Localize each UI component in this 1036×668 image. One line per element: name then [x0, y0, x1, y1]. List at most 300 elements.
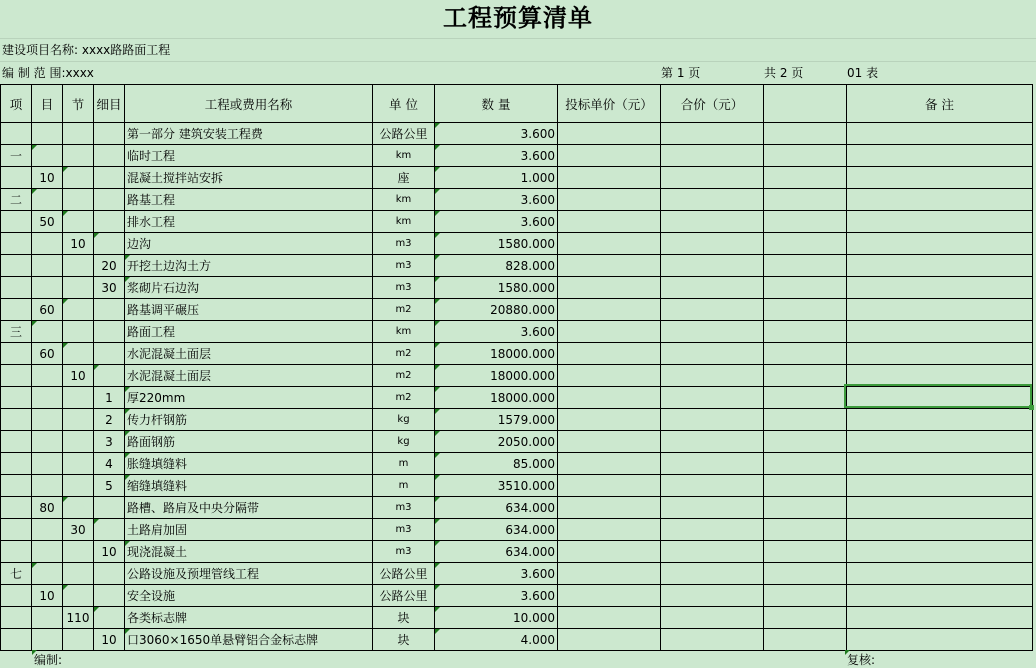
cell-empty[interactable] — [661, 475, 764, 497]
cell-name[interactable]: 水泥混凝土面层 — [125, 343, 373, 365]
cell-empty[interactable] — [661, 541, 764, 563]
cell-qty[interactable]: 3.600 — [435, 189, 558, 211]
scope-row — [2, 62, 94, 84]
cell-empty[interactable] — [661, 607, 764, 629]
cell-empty[interactable] — [847, 497, 1033, 519]
project-name-value: xxxx路路面工程 — [81, 43, 171, 57]
cell-qty[interactable]: 634.000 — [435, 497, 558, 519]
cell-ximu[interactable] — [94, 145, 125, 167]
cell-xiang[interactable] — [1, 299, 32, 321]
cell-empty[interactable] — [764, 277, 847, 299]
cell-jie[interactable] — [63, 145, 94, 167]
table-row — [1, 299, 1033, 321]
cell-mu[interactable] — [32, 431, 63, 453]
cell-empty[interactable] — [558, 453, 661, 475]
cell-qty[interactable]: 3.600 — [435, 123, 558, 145]
cell-qty[interactable]: 20880.000 — [435, 299, 558, 321]
cell-empty[interactable] — [847, 607, 1033, 629]
cell-ximu[interactable]: 30 — [94, 277, 125, 299]
header-col-mu: 目 — [32, 85, 63, 123]
cell-empty[interactable] — [847, 211, 1033, 233]
table-row — [1, 475, 1033, 497]
cell-empty[interactable] — [558, 563, 661, 585]
table-header-row — [1, 85, 1033, 123]
cell-empty[interactable] — [558, 431, 661, 453]
table-row — [1, 563, 1033, 585]
cell-empty[interactable] — [764, 387, 847, 409]
cell-empty[interactable] — [558, 123, 661, 145]
cell-empty[interactable] — [764, 629, 847, 651]
cell-xiang[interactable] — [1, 475, 32, 497]
cell-empty[interactable] — [661, 365, 764, 387]
table-row — [1, 629, 1033, 651]
cell-name[interactable]: 厚220mm — [125, 387, 373, 409]
cell-qty[interactable]: 1580.000 — [435, 277, 558, 299]
cell-jie[interactable] — [63, 453, 94, 475]
cell-ximu[interactable]: 2 — [94, 409, 125, 431]
cell-jie[interactable] — [63, 629, 94, 651]
cell-ximu[interactable] — [94, 519, 125, 541]
cell-xiang[interactable] — [1, 541, 32, 563]
cell-empty[interactable] — [764, 189, 847, 211]
cell-ximu[interactable] — [94, 563, 125, 585]
cell-empty[interactable] — [764, 123, 847, 145]
cell-empty[interactable] — [558, 211, 661, 233]
cell-mu[interactable]: 80 — [32, 497, 63, 519]
table-row — [1, 585, 1033, 607]
cell-name[interactable]: 安全设施 — [125, 585, 373, 607]
cell-empty[interactable] — [847, 167, 1033, 189]
cell-qty[interactable]: 1580.000 — [435, 233, 558, 255]
cell-qty[interactable]: 3.600 — [435, 585, 558, 607]
table-row — [1, 189, 1033, 211]
cell-empty[interactable] — [558, 365, 661, 387]
cell-empty[interactable] — [764, 431, 847, 453]
cell-xiang[interactable] — [1, 211, 32, 233]
cell-empty[interactable] — [764, 233, 847, 255]
cell-qty[interactable]: 3.600 — [435, 145, 558, 167]
cell-xiang[interactable] — [1, 255, 32, 277]
cell-empty[interactable] — [764, 541, 847, 563]
cell-ximu[interactable] — [94, 233, 125, 255]
cell-qty[interactable]: 1.000 — [435, 167, 558, 189]
cell-empty[interactable] — [847, 277, 1033, 299]
header-col-name: 工程或费用名称 — [125, 85, 373, 123]
cell-empty[interactable] — [558, 585, 661, 607]
cell-qty[interactable]: 3510.000 — [435, 475, 558, 497]
cell-jie[interactable] — [63, 541, 94, 563]
header-col-unit: 单 位 — [373, 85, 435, 123]
cell-mu[interactable] — [32, 365, 63, 387]
cell-empty[interactable] — [847, 431, 1033, 453]
cell-name[interactable]: 浆砌片石边沟 — [125, 277, 373, 299]
cell-qty[interactable]: 85.000 — [435, 453, 558, 475]
cell-unit[interactable]: km — [373, 189, 435, 211]
cell-mu[interactable] — [32, 123, 63, 145]
cell-jie[interactable] — [63, 255, 94, 277]
cell-unit[interactable]: 公路公里 — [373, 123, 435, 145]
cell-mu[interactable] — [32, 541, 63, 563]
cell-empty[interactable] — [558, 475, 661, 497]
cell-name[interactable]: 传力杆钢筋 — [125, 409, 373, 431]
cell-empty[interactable] — [764, 607, 847, 629]
cell-empty[interactable] — [661, 321, 764, 343]
cell-empty[interactable] — [661, 145, 764, 167]
header-col-jie: 节 — [63, 85, 94, 123]
cell-empty[interactable] — [558, 167, 661, 189]
cell-empty[interactable] — [558, 255, 661, 277]
cell-empty[interactable] — [661, 233, 764, 255]
cell-unit[interactable]: m3 — [373, 519, 435, 541]
cell-name[interactable]: 混凝土搅拌站安拆 — [125, 167, 373, 189]
cell-name[interactable]: 排水工程 — [125, 211, 373, 233]
table-row — [1, 607, 1033, 629]
cell-mu[interactable] — [32, 255, 63, 277]
cell-ximu[interactable] — [94, 211, 125, 233]
compiler-label: 编制: — [34, 653, 63, 667]
cell-name[interactable]: 路面工程 — [125, 321, 373, 343]
cell-empty[interactable] — [847, 123, 1033, 145]
table-number: 01 表 — [847, 66, 879, 80]
cell-mu[interactable] — [32, 607, 63, 629]
cell-jie[interactable] — [63, 409, 94, 431]
cell-empty[interactable] — [661, 453, 764, 475]
cell-unit[interactable]: m — [373, 475, 435, 497]
cell-empty[interactable] — [847, 321, 1033, 343]
cell-ximu[interactable] — [94, 607, 125, 629]
cell-ximu[interactable]: 1 — [94, 387, 125, 409]
cell-name[interactable]: 胀缝填缝料 — [125, 453, 373, 475]
cell-empty[interactable] — [661, 277, 764, 299]
cell-qty[interactable]: 18000.000 — [435, 387, 558, 409]
cell-name[interactable]: 各类标志牌 — [125, 607, 373, 629]
cell-empty[interactable] — [764, 585, 847, 607]
cell-name[interactable]: 公路设施及预埋管线工程 — [125, 563, 373, 585]
cell-name[interactable]: 路基工程 — [125, 189, 373, 211]
cell-jie[interactable] — [63, 321, 94, 343]
cell-empty[interactable] — [764, 255, 847, 277]
cell-name[interactable]: 现浇混凝土 — [125, 541, 373, 563]
cell-xiang[interactable] — [1, 365, 32, 387]
cell-xiang[interactable] — [1, 585, 32, 607]
cell-unit[interactable]: 座 — [373, 167, 435, 189]
table-row — [1, 145, 1033, 167]
cell-empty[interactable] — [661, 255, 764, 277]
cell-mu[interactable]: 60 — [32, 343, 63, 365]
cell-xiang[interactable] — [1, 409, 32, 431]
cell-qty[interactable]: 2050.000 — [435, 431, 558, 453]
cell-ximu[interactable] — [94, 365, 125, 387]
cell-unit[interactable]: km — [373, 321, 435, 343]
cell-xiang[interactable] — [1, 387, 32, 409]
cell-empty[interactable] — [558, 189, 661, 211]
cell-empty[interactable] — [847, 233, 1033, 255]
cell-empty[interactable] — [764, 519, 847, 541]
cell-empty[interactable] — [847, 541, 1033, 563]
cell-empty[interactable] — [558, 409, 661, 431]
project-name-row — [2, 39, 170, 61]
cell-ximu[interactable] — [94, 321, 125, 343]
cell-jie[interactable]: 30 — [63, 519, 94, 541]
cell-empty[interactable] — [661, 563, 764, 585]
cell-empty[interactable] — [847, 519, 1033, 541]
cell-mu[interactable] — [32, 563, 63, 585]
cell-mu[interactable] — [32, 629, 63, 651]
cell-empty[interactable] — [661, 211, 764, 233]
cell-xiang[interactable] — [1, 431, 32, 453]
cell-empty[interactable] — [558, 277, 661, 299]
cell-name[interactable]: 水泥混凝土面层 — [125, 365, 373, 387]
cell-empty[interactable] — [661, 585, 764, 607]
cell-empty[interactable] — [847, 299, 1033, 321]
cell-mu[interactable] — [32, 277, 63, 299]
cell-empty[interactable] — [764, 475, 847, 497]
cell-jie[interactable] — [63, 167, 94, 189]
cell-xiang[interactable] — [1, 453, 32, 475]
cell-unit[interactable]: m3 — [373, 255, 435, 277]
cell-jie[interactable]: 10 — [63, 233, 94, 255]
cell-empty[interactable] — [764, 167, 847, 189]
cell-empty[interactable] — [558, 145, 661, 167]
cell-xiang[interactable] — [1, 343, 32, 365]
cell-mu[interactable] — [32, 233, 63, 255]
cell-mu[interactable]: 10 — [32, 167, 63, 189]
cell-empty[interactable] — [661, 387, 764, 409]
page-number: 第 1 页 — [661, 66, 701, 80]
cell-name[interactable]: 口3060×1650单悬臂铝合金标志牌 — [125, 629, 373, 651]
cell-ximu[interactable]: 10 — [94, 629, 125, 651]
cell-empty[interactable] — [764, 343, 847, 365]
cell-empty[interactable] — [764, 321, 847, 343]
cell-empty[interactable] — [764, 299, 847, 321]
cell-empty[interactable] — [847, 145, 1033, 167]
cell-name[interactable]: 路槽、路肩及中央分隔带 — [125, 497, 373, 519]
table-row — [1, 211, 1033, 233]
cell-ximu[interactable]: 3 — [94, 431, 125, 453]
header-col-blank — [764, 85, 847, 123]
cell-empty[interactable] — [764, 563, 847, 585]
cell-jie[interactable] — [63, 299, 94, 321]
table-row — [1, 431, 1033, 453]
cell-unit[interactable]: km — [373, 211, 435, 233]
cell-empty[interactable] — [661, 497, 764, 519]
cell-xiang[interactable] — [1, 629, 32, 651]
cell-mu[interactable]: 50 — [32, 211, 63, 233]
cell-empty[interactable] — [847, 563, 1033, 585]
cell-name[interactable]: 边沟 — [125, 233, 373, 255]
cell-name[interactable]: 土路肩加固 — [125, 519, 373, 541]
cell-xiang[interactable]: 三 — [1, 321, 32, 343]
cell-jie[interactable] — [63, 585, 94, 607]
cell-ximu[interactable] — [94, 299, 125, 321]
cell-ximu[interactable] — [94, 189, 125, 211]
cell-ximu[interactable] — [94, 123, 125, 145]
cell-xiang[interactable] — [1, 167, 32, 189]
cell-empty[interactable] — [764, 365, 847, 387]
cell-empty[interactable] — [847, 453, 1033, 475]
cell-mu[interactable]: 10 — [32, 585, 63, 607]
cell-mu[interactable] — [32, 189, 63, 211]
cell-empty[interactable] — [661, 629, 764, 651]
sheet-title: 工程预算清单 — [443, 3, 593, 32]
cell-empty[interactable] — [847, 255, 1033, 277]
cell-ximu[interactable]: 4 — [94, 453, 125, 475]
cell-ximu[interactable]: 5 — [94, 475, 125, 497]
cell-mu[interactable] — [32, 519, 63, 541]
cell-jie[interactable] — [63, 277, 94, 299]
header-col-ximu: 细目 — [94, 85, 125, 123]
cell-mu[interactable] — [32, 387, 63, 409]
cell-mu[interactable] — [32, 321, 63, 343]
cell-xiang[interactable] — [1, 277, 32, 299]
cell-unit[interactable]: m3 — [373, 541, 435, 563]
table-row — [1, 233, 1033, 255]
cell-qty[interactable]: 4.000 — [435, 629, 558, 651]
cell-ximu[interactable]: 10 — [94, 541, 125, 563]
cell-xiang[interactable]: 二 — [1, 189, 32, 211]
cell-jie[interactable] — [63, 431, 94, 453]
cell-xiang[interactable] — [1, 233, 32, 255]
cell-name[interactable]: 路面钢筋 — [125, 431, 373, 453]
cell-empty[interactable] — [558, 343, 661, 365]
cell-jie[interactable] — [63, 211, 94, 233]
cell-unit[interactable]: m3 — [373, 233, 435, 255]
cell-qty[interactable]: 18000.000 — [435, 343, 558, 365]
cell-unit[interactable]: kg — [373, 431, 435, 453]
cell-mu[interactable] — [32, 145, 63, 167]
cell-jie[interactable] — [63, 343, 94, 365]
cell-jie[interactable] — [63, 497, 94, 519]
cell-empty[interactable] — [847, 343, 1033, 365]
cell-unit[interactable]: 块 — [373, 629, 435, 651]
cell-jie[interactable]: 10 — [63, 365, 94, 387]
cell-empty[interactable] — [764, 453, 847, 475]
scope-label: 编 制 范 围: — [2, 66, 66, 80]
header-col-unit-price: 投标单价（元） — [558, 85, 661, 123]
reviewer-label: 复核: — [847, 653, 876, 667]
cell-ximu[interactable] — [94, 343, 125, 365]
scope-value: xxxx — [65, 66, 94, 80]
cell-qty[interactable]: 3.600 — [435, 321, 558, 343]
cell-empty[interactable] — [558, 233, 661, 255]
cell-name[interactable]: 第一部分 建筑安装工程费 — [125, 123, 373, 145]
selected-cell[interactable] — [844, 384, 1032, 408]
cell-empty[interactable] — [847, 475, 1033, 497]
cell-qty[interactable]: 634.000 — [435, 541, 558, 563]
cell-empty[interactable] — [847, 409, 1033, 431]
cell-qty[interactable]: 3.600 — [435, 211, 558, 233]
cell-empty[interactable] — [847, 585, 1033, 607]
cell-xiang[interactable] — [1, 519, 32, 541]
cell-jie[interactable]: 110 — [63, 607, 94, 629]
cell-jie[interactable] — [63, 123, 94, 145]
cell-empty[interactable] — [661, 167, 764, 189]
cell-empty[interactable] — [661, 519, 764, 541]
cell-empty[interactable] — [558, 541, 661, 563]
cell-empty[interactable] — [764, 497, 847, 519]
cell-empty[interactable] — [558, 321, 661, 343]
cell-empty[interactable] — [764, 211, 847, 233]
cell-empty[interactable] — [661, 189, 764, 211]
header-col-xiang: 项 — [1, 85, 32, 123]
cell-xiang[interactable] — [1, 123, 32, 145]
cell-unit[interactable]: 公路公里 — [373, 585, 435, 607]
cell-mu[interactable]: 60 — [32, 299, 63, 321]
cell-empty[interactable] — [661, 123, 764, 145]
cell-empty[interactable] — [558, 497, 661, 519]
cell-mu[interactable] — [32, 475, 63, 497]
cell-ximu[interactable] — [94, 497, 125, 519]
cell-qty[interactable]: 634.000 — [435, 519, 558, 541]
cell-ximu[interactable] — [94, 167, 125, 189]
table-row — [1, 167, 1033, 189]
cell-unit[interactable]: 块 — [373, 607, 435, 629]
cell-name[interactable]: 缩缝填缝料 — [125, 475, 373, 497]
cell-empty[interactable] — [661, 299, 764, 321]
cell-unit[interactable]: kg — [373, 409, 435, 431]
cell-empty[interactable] — [847, 189, 1033, 211]
cell-empty[interactable] — [661, 431, 764, 453]
cell-qty[interactable]: 18000.000 — [435, 365, 558, 387]
cell-name[interactable]: 开挖土边沟土方 — [125, 255, 373, 277]
cell-jie[interactable] — [63, 563, 94, 585]
cell-empty[interactable] — [661, 343, 764, 365]
cell-unit[interactable]: m2 — [373, 343, 435, 365]
table-row — [1, 541, 1033, 563]
cell-unit[interactable]: km — [373, 145, 435, 167]
cell-empty[interactable] — [764, 409, 847, 431]
cell-empty[interactable] — [764, 145, 847, 167]
cell-qty[interactable]: 10.000 — [435, 607, 558, 629]
cell-unit[interactable]: m — [373, 453, 435, 475]
table-row — [1, 277, 1033, 299]
cell-unit[interactable]: m2 — [373, 365, 435, 387]
cell-unit[interactable]: m2 — [373, 387, 435, 409]
cell-unit[interactable]: m2 — [373, 299, 435, 321]
cell-unit[interactable]: m3 — [373, 277, 435, 299]
cell-empty[interactable] — [558, 387, 661, 409]
table-row — [1, 409, 1033, 431]
cell-xiang[interactable]: 一 — [1, 145, 32, 167]
cell-jie[interactable] — [63, 189, 94, 211]
cell-qty[interactable]: 1579.000 — [435, 409, 558, 431]
cell-ximu[interactable]: 20 — [94, 255, 125, 277]
cell-mu[interactable] — [32, 453, 63, 475]
table-row — [1, 123, 1033, 145]
cell-name[interactable]: 路基调平碾压 — [125, 299, 373, 321]
cell-empty[interactable] — [661, 409, 764, 431]
cell-empty[interactable] — [558, 299, 661, 321]
cell-empty[interactable] — [558, 519, 661, 541]
cell-unit[interactable]: 公路公里 — [373, 563, 435, 585]
cell-mu[interactable] — [32, 409, 63, 431]
cell-empty[interactable] — [558, 607, 661, 629]
cell-empty[interactable] — [847, 629, 1033, 651]
cell-xiang[interactable]: 七 — [1, 563, 32, 585]
cell-xiang[interactable] — [1, 607, 32, 629]
cell-jie[interactable] — [63, 475, 94, 497]
cell-qty[interactable]: 828.000 — [435, 255, 558, 277]
cell-unit[interactable]: m3 — [373, 497, 435, 519]
cell-name[interactable]: 临时工程 — [125, 145, 373, 167]
table-row — [1, 497, 1033, 519]
cell-empty[interactable] — [558, 629, 661, 651]
cell-qty[interactable]: 3.600 — [435, 563, 558, 585]
table-row — [1, 255, 1033, 277]
cell-jie[interactable] — [63, 387, 94, 409]
cell-ximu[interactable] — [94, 585, 125, 607]
cell-xiang[interactable] — [1, 497, 32, 519]
